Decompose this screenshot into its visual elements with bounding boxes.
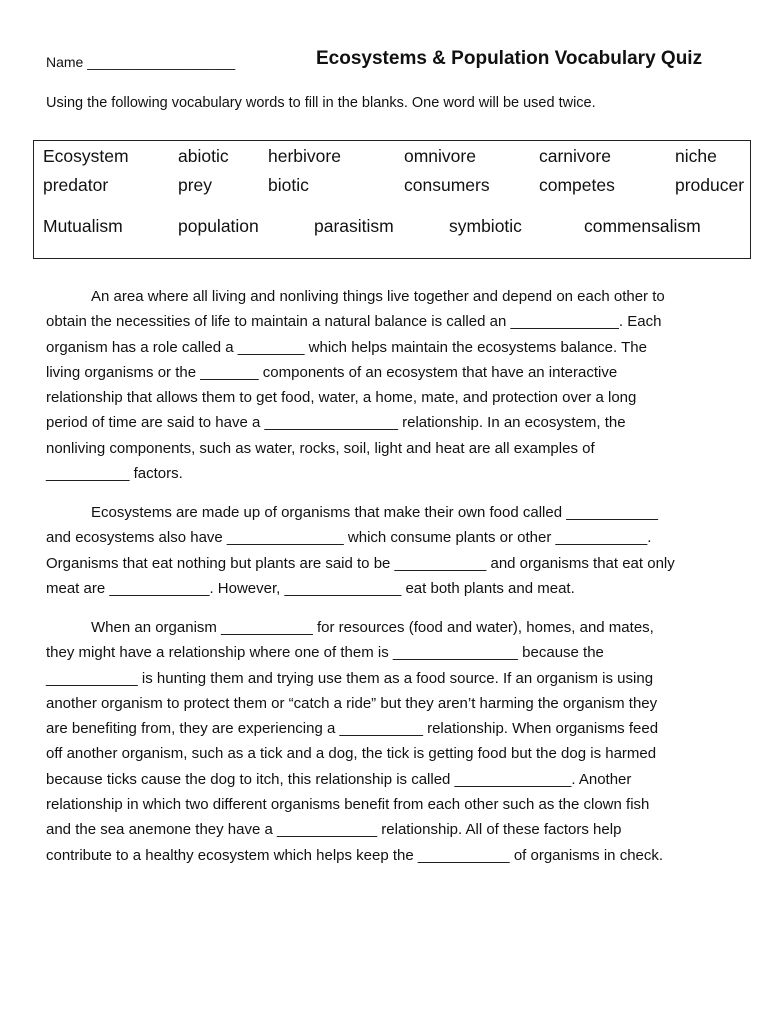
paragraph-line: and ecosystems also have ______________ which consume plants or other ___________. xyxy=(46,529,652,547)
word-bank-row xyxy=(34,146,750,170)
word-bank-word: niche xyxy=(675,146,717,166)
paragraph-line: meat are ____________. However, ______________ eat both plants and meat. xyxy=(46,579,575,597)
word-bank-word: predator xyxy=(43,175,109,195)
paragraph-line: ___________ is hunting them and trying use them as a food source. If an organism is using xyxy=(46,669,654,687)
paragraph-line: nonliving components, such as water, rocks, soil, light and heat are all examples of xyxy=(46,439,595,457)
paragraph-3 xyxy=(46,615,726,868)
paragraph-line: another organism to protect them or “catch a ride” but they aren’t harming the organism they xyxy=(46,694,658,712)
paragraph-line: contribute to a healthy ecosystem which helps keep the ___________ of organisms in check. xyxy=(46,846,664,864)
paragraph-1 xyxy=(46,284,726,486)
paragraph-line: When an organism ___________ for resources (food and water), homes, and mates, xyxy=(91,619,654,636)
paragraph-line: and the sea anemone they have a ____________ relationship. All of these factors help xyxy=(46,821,622,839)
word-bank-word: parasitism xyxy=(314,216,394,236)
word-bank-word: prey xyxy=(178,175,213,195)
instructions-text: Using the following vocabulary words to fill in the blanks. One word will be used twice. xyxy=(46,95,596,111)
word-bank-word: commensalism xyxy=(584,216,701,236)
word-bank-word: herbivore xyxy=(268,146,341,166)
word-bank-word: population xyxy=(178,216,259,236)
paragraph-line: obtain the necessities of life to maintain a natural balance is called an _____________. Each xyxy=(46,313,662,331)
word-bank-word: carnivore xyxy=(539,146,611,166)
word-bank-row xyxy=(34,175,750,199)
paragraph-line: Organisms that eat nothing but plants are said to be ___________ and organisms that eat only xyxy=(46,554,675,572)
paragraph-line: An area where all living and nonliving things live together and depend on each other to xyxy=(91,288,665,305)
page-title: Ecosystems & Population Vocabulary Quiz xyxy=(316,48,703,69)
word-bank-word: abiotic xyxy=(178,146,229,166)
paragraph-line: they might have a relationship where one of them is _______________ because the xyxy=(46,644,604,662)
paragraph-line: off another organism, such as a tick and a dog, the tick is getting food but the dog is harmed xyxy=(46,745,657,763)
paragraph-line: organism has a role called a ________ which helps maintain the ecosystems balance. The xyxy=(46,338,647,356)
word-bank-row xyxy=(34,216,750,240)
paragraph-line: because ticks cause the dog to itch, this relationship is called ______________. Another xyxy=(46,770,632,788)
name-field-label: Name ___________________ xyxy=(46,54,236,70)
paragraph-line: living organisms or the _______ components of an ecosystem that have an interactive xyxy=(46,363,618,381)
worksheet-header xyxy=(46,48,728,78)
word-bank-word: producer xyxy=(675,175,745,195)
word-bank-word: biotic xyxy=(268,175,309,195)
word-bank-word: Ecosystem xyxy=(43,146,129,166)
paragraph-line: relationship in which two different organisms benefit from each other such as the clown fish xyxy=(46,796,650,814)
paragraph-line: are benefiting from, they are experiencing a __________ relationship. When organisms feed xyxy=(46,720,659,738)
paragraph-line: period of time are said to have a ________________ relationship. In an ecosystem, the xyxy=(46,414,626,432)
word-bank-word: competes xyxy=(539,175,615,195)
word-bank-word: Mutualism xyxy=(43,216,123,236)
paragraph-line: relationship that allows them to get food, water, a home, mate, and protection over a long xyxy=(46,389,637,407)
word-bank-word: symbiotic xyxy=(449,216,522,236)
word-bank-box xyxy=(33,140,751,259)
paragraph-2 xyxy=(46,500,726,601)
paragraph-line: __________ factors. xyxy=(46,465,183,483)
word-bank-word: consumers xyxy=(404,175,490,195)
word-bank-word: omnivore xyxy=(404,146,476,166)
paragraph-line: Ecosystems are made up of organisms that make their own food called ___________ xyxy=(91,504,658,521)
